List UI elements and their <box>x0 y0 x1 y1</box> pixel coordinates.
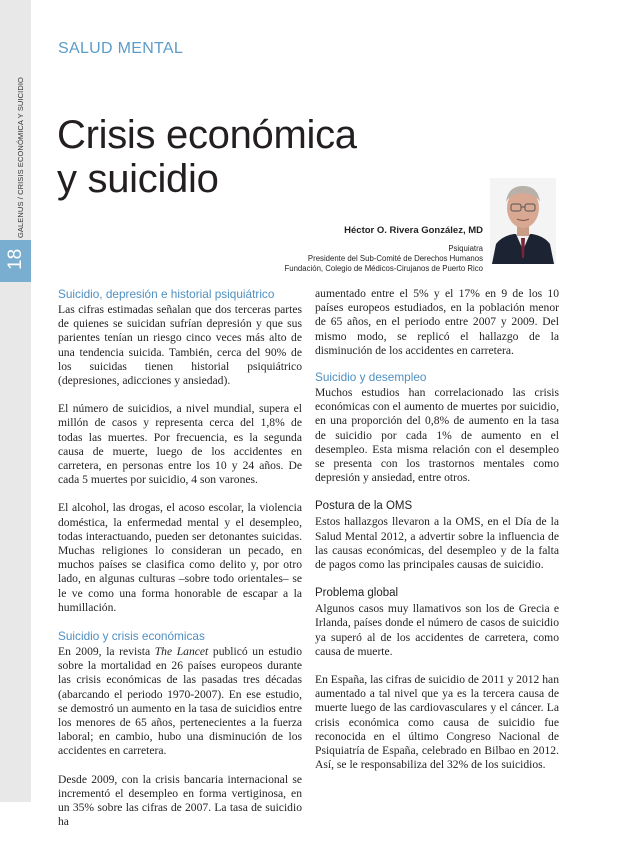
author-name: Héctor O. Rivera González, MD <box>344 225 483 236</box>
paragraph: Algunos casos muy llamativos son los de Grecia e Irlanda, países donde el número de casos de suicidio ya superó al de los accidentes de carretera, como causa de muerte. <box>315 602 559 658</box>
section-label: SALUD MENTAL <box>58 40 184 57</box>
paragraph-text: En 2009, la revista <box>58 645 155 659</box>
author-block <box>285 225 484 274</box>
paragraph: Estos hallazgos llevaron a la OMS, en el Día de la Salud Mental 2012, a advertir sobre la influencia de las causas económicas, del desempleo y de la falta de pagos como las principales causas de suicidio. <box>315 515 559 572</box>
author-role: Psiquiatra <box>448 244 483 253</box>
paragraph: aumentado entre el 5% y el 17% en 9 de los 10 países europeos estudiados, en la población menor de 65 años, en el periodo entre 2007 y 2009. Del mismo modo, se replicó el hallazgo de la disminución de los accidentes en carretera. <box>315 287 559 357</box>
author-photo <box>490 178 556 264</box>
running-head: GALENUS / CRISIS ECONÓMICA Y SUICIDIO <box>16 77 25 238</box>
left-column <box>58 287 302 844</box>
paragraph: El número de suicidios, a nivel mundial, supera el millón de casos y representa cerca del 1,8% de todas las muertes. Por frecuencia, es la segunda causa de muerte, luego de los accidentes en carretera, en personas entre los 10 y 24 años. De cada 5 muertes por suicidio, 4 son varones. <box>58 402 302 487</box>
title-line-1: Crisis económica <box>57 113 357 157</box>
paragraph: Desde 2009, con la crisis bancaria internacional se incrementó el desempleo en forma vertiginosa, en un 35% sobre las cifras de 2007. La tasa de suicidio ha <box>58 772 302 829</box>
subheading-postura-oms: Postura de la OMS <box>315 500 413 513</box>
paragraph <box>58 645 302 759</box>
journal-name: The Lancet <box>154 645 209 659</box>
title-line-2: y suicidio <box>57 157 219 201</box>
author-affiliation-1: Presidente del Sub-Comité de Derechos Humanos <box>307 254 483 263</box>
right-column <box>315 287 559 786</box>
paragraph: Muchos estudios han correlacionado las crisis económicas con el aumento de muertes por suicidio, en una proporción del 0,8% de aumento en la tasa de suicidio por cada 1% de aumento en el desempleo. Esta misma relación con el desempleo se presenta con los trastornos mentales como depresión y ansiedad, entre otros. <box>315 386 559 485</box>
article-title <box>57 113 357 201</box>
page-number: 18 <box>5 248 26 270</box>
paragraph: El alcohol, las drogas, el acoso escolar, la violencia doméstica, la enfermedad mental y el desempleo, todas interactuando, pueden ser detonantes suicidas. Muchas religiones lo consideran un pecado, en muchos países se clasifica como delito y, por otro lado, en algunas culturas –sobre todo orientales– se le ve como una forma honorable de escapar a la humillación. <box>58 501 302 614</box>
paragraph-text: publicó un estudio sobre la mortalidad en 26 países europeos durante las crisis económicas de las pasadas tres décadas (abarcando el periodo 1970-2007). En ese estudio, se demostró un aumento en la tasa de suicidios entre los menores de 65 años, pertenecientes a la fuerza laboral; en cambio, hubo una disminución de los accidentes en carretera. <box>58 645 302 758</box>
paragraph: Las cifras estimadas señalan que dos terceras partes de quienes se suicidan sufrían depresión y que sus parientes tenían un riesgo cinco veces más alto de una tendencia suicida. También, cerca del 90% de los suicidas tienen historial psiquiátrico (depresiones, adicciones y ansiedad). <box>58 303 302 388</box>
author-portrait-image <box>490 178 556 264</box>
subheading-crisis-economicas: Suicidio y crisis económicas <box>58 629 205 644</box>
subheading-problema-global: Problema global <box>315 587 399 600</box>
author-affiliation-2: Fundación, Colegio de Médicos-Cirujanos de Puerto Rico <box>284 264 483 273</box>
subheading-suicidio-depresion: Suicidio, depresión e historial psiquiátrico <box>58 287 275 301</box>
subheading-suicidio-desempleo: Suicidio y desempleo <box>315 370 427 385</box>
paragraph: En España, las cifras de suicidio de 2011 y 2012 han aumentado a tal nivel que ya es la tercera causa de muerte luego de las cardiovasculares y el cáncer. La crisis económica como causa de suicidio fue reconocida en el último Congreso Nacional de Psiquiatría de España, celebrado en Bilbao en 2012. Así, se le responsabiliza del 32% de los suicidios. <box>315 673 559 772</box>
